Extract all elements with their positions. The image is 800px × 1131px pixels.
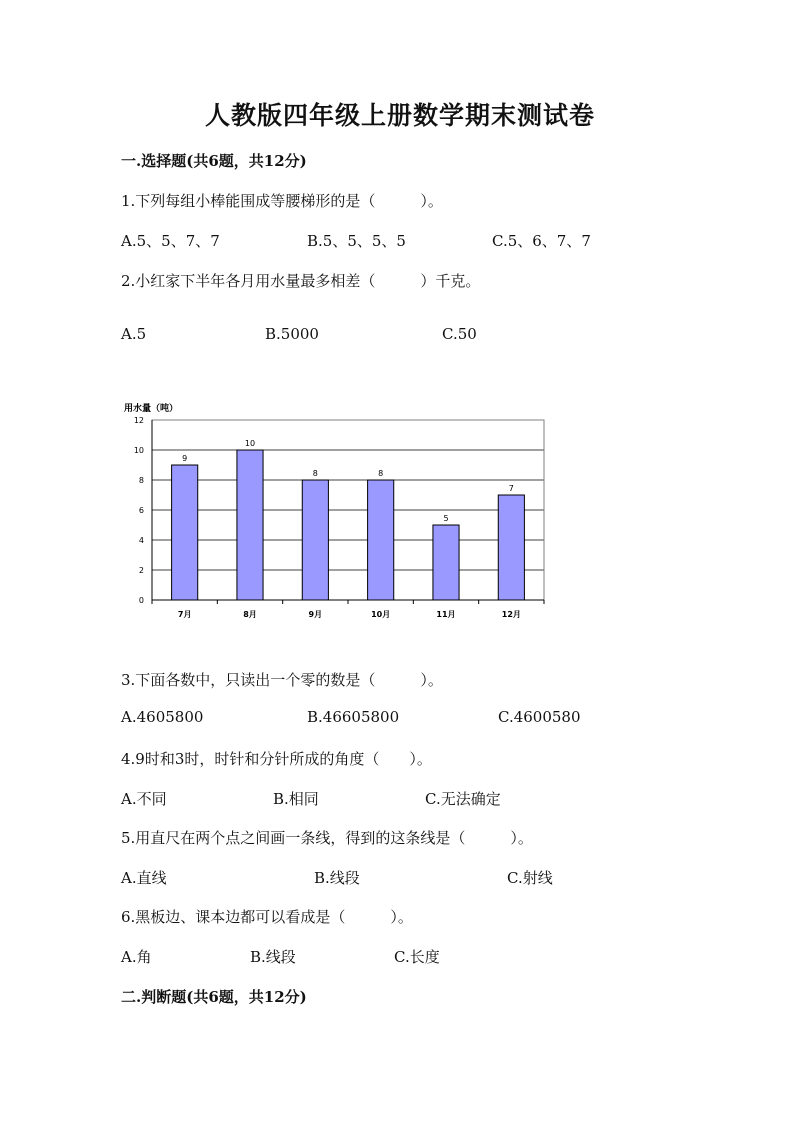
x-tick-label: 10月 (371, 610, 391, 619)
q1-option-a: A.5、5、7、7 (121, 232, 220, 250)
data-label: 8 (378, 469, 384, 478)
q5-option-b: B.线段 (314, 869, 360, 887)
question-2: 2.小红家下半年各月用水量最多相差（ ）千克。 (121, 272, 481, 290)
q5-option-c: C.射线 (507, 869, 553, 887)
question-1: 1.下列每组小棒能围成等腰梯形的是（ ）。 (121, 192, 443, 210)
bar (498, 495, 524, 600)
data-label: 10 (244, 439, 256, 448)
y-tick-label: 12 (133, 416, 144, 425)
data-label: 5 (443, 514, 449, 523)
x-tick-label: 7月 (177, 610, 192, 619)
x-tick-label: 8月 (243, 610, 257, 619)
bar (433, 525, 459, 600)
q5-option-a: A.直线 (121, 869, 167, 887)
bar (368, 480, 394, 600)
question-3: 3.下面各数中，只读出一个零的数是（ ）。 (121, 671, 443, 689)
q2-option-b: B.5000 (265, 325, 319, 343)
q3-option-c: C.4600580 (498, 708, 581, 726)
q4-option-a: A.不同 (121, 790, 167, 808)
x-tick-label: 9月 (308, 610, 323, 619)
q2-option-a: A.5 (121, 325, 147, 343)
bar (237, 450, 263, 600)
data-label: 8 (312, 469, 318, 478)
section-heading-choice: 一.选择题(共6题，共12分) (121, 152, 307, 170)
page-title: 人教版四年级上册数学期末测试卷 (204, 101, 595, 130)
y-tick-label: 6 (138, 506, 144, 515)
q6-option-c: C.长度 (394, 948, 440, 966)
q2-option-c: C.50 (442, 325, 477, 343)
bar (302, 480, 328, 600)
y-tick-label: 4 (138, 536, 144, 545)
q3-option-a: A.4605800 (121, 708, 204, 726)
q4-option-c: C.无法确定 (425, 790, 501, 808)
x-tick-label: 11月 (436, 610, 456, 619)
question-5: 5.用直尺在两个点之间画一条线，得到的这条线是（ ）。 (121, 829, 533, 847)
data-label: 7 (508, 484, 514, 493)
question-6: 6.黑板边、课本边都可以看成是（ ）。 (121, 908, 413, 926)
q1-option-c: C.5、6、7、7 (492, 232, 591, 250)
x-tick-label: 12月 (501, 610, 521, 619)
water-usage-bar-chart (120, 396, 560, 628)
y-tick-label: 10 (133, 446, 144, 455)
q6-option-a: A.角 (121, 948, 152, 966)
q3-option-b: B.46605800 (307, 708, 400, 726)
y-tick-label: 8 (138, 476, 144, 485)
q4-option-b: B.相同 (273, 790, 319, 808)
question-4: 4.9时和3时，时针和分针所成的角度（ ）。 (121, 750, 432, 768)
y-tick-label: 0 (138, 596, 144, 605)
section-heading-judgement: 二.判断题(共6题，共12分) (121, 988, 307, 1006)
q6-option-b: B.线段 (250, 948, 296, 966)
data-label: 9 (182, 454, 188, 463)
y-axis-label: 用水量（吨） (124, 404, 179, 414)
q1-option-b: B.5、5、5、5 (307, 232, 406, 250)
y-tick-label: 2 (138, 566, 144, 575)
bar (172, 465, 198, 600)
